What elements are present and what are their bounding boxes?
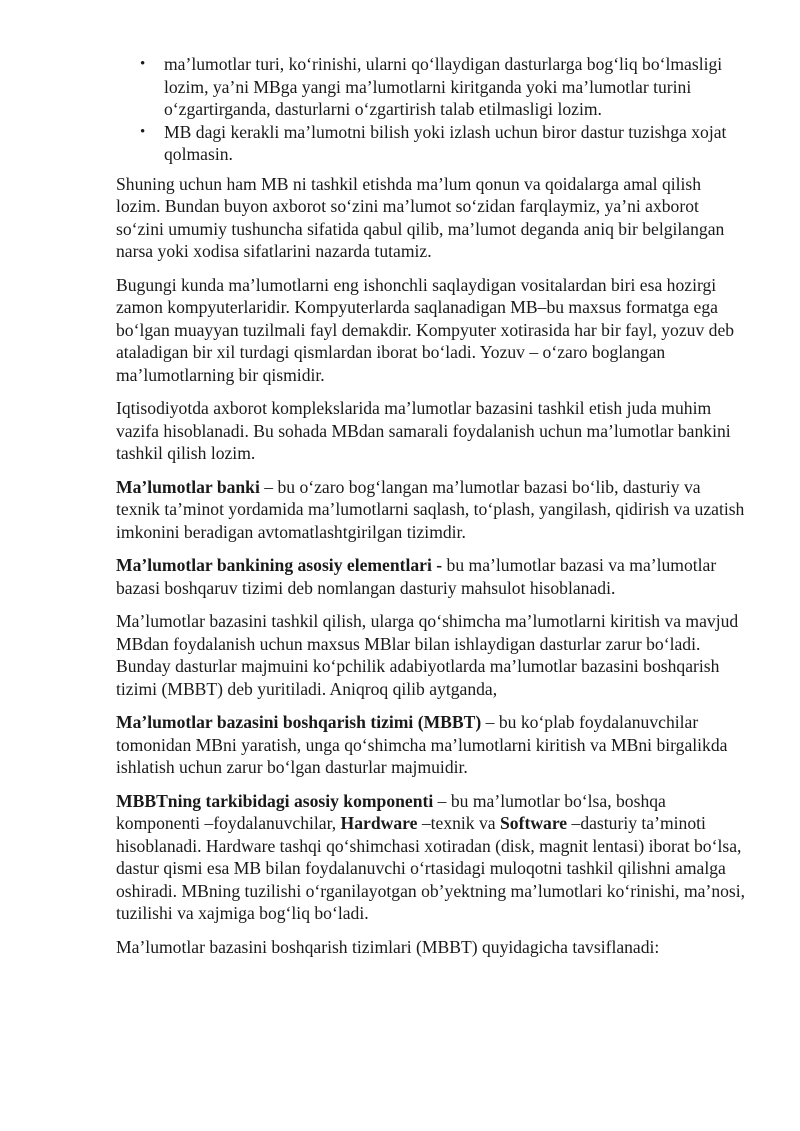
definition-paragraph (116, 790, 748, 925)
defined-term: Ma’lumotlar banki (116, 476, 260, 497)
document-body (116, 53, 748, 969)
defined-term: Ma’lumotlar bazasini boshqarish tizimi (MBBT) (116, 712, 482, 732)
bullet-list (116, 53, 748, 166)
definition-paragraph (116, 711, 748, 779)
list-item (140, 53, 748, 121)
bullet-text: ma’lumotlar turi, ko‘rinishi, ularni qo‘llaydigan dasturlarga bog‘liq bo‘lmasligi lozim, ya’ni MBga yangi ma’lumotlarni kiritganda yoki ma’lumotlar turini o‘zgartirganda, dasturlarni o‘zgartirish talab etilmasligi lozim. (164, 54, 723, 119)
bullet-icon: • (140, 56, 146, 72)
list-item (140, 121, 748, 166)
paragraph: Shuning uchun ham MB ni tashkil etishda ma’lum qonun va qoidalarga amal qilish lozim. Bundan buyon axborot so‘zini ma’lumot so‘zidan farqlaymiz, ya’ni axborot so‘zini umumiy tushuncha sifatida qabul qilib, ma’lumot deganda aniq bir belgilangan narsa yoki xodisa sifatlarini nazarda tutamiz. (116, 173, 725, 261)
definition-text: – bu o‘zaro bog‘langan ma’lumotlar bazasi bo‘lib, dasturiy va texnik ta’minot yordamida ma’lumotlarni saqlash, to‘plash, yangilash, qidirish va uzatish imkonini beradigan avtomatlashtgirilgan tizimdir. (116, 476, 745, 542)
defined-term: Hardware (340, 813, 418, 833)
paragraph: Iqtisodiyotda axborot komplekslarida ma’lumotlar bazasini tashkil etish juda muhim vazifa hisoblanadi. Bu sohada MBdan samarali foydalanish uchun ma’lumotlar bankini tashkil qilish lozim. (116, 398, 731, 463)
paragraph: Bugungi kunda ma’lumotlarni eng ishonchli saqlaydigan vositalardan biri esa hozirgi zamon kompyuterlaridir. Kompyuterlarda saqlanadigan MB–bu maxsus formatga ega bo‘lgan muayyan tuzilmali fayl demakdir. Kompyuter xotirasida har bir fayl, yozuv deb ataladigan bir xil turdagi qismlardan iborat bo‘ladi. Yozuv – o‘zaro boglangan ma’lumotlarning bir qismidir. (116, 274, 735, 385)
bullet-icon: • (140, 123, 146, 140)
definition-text: –dasturiy ta’minoti hisoblanadi. Hardware tashqi qo‘shimchasi xotiradan (disk, magnit lentasi) iborat bo‘lsa, dastur qismi esa MB bilan foydalanuvchi o‘rtasidagi muloqotni tashkil qilishni amalga oshiradi. MBning tuzilishi o‘rganilayotgan ob’yektning ma’lumotlari ko‘rinishi, ma’nosi, tuzilishi va xajmiga bog‘liq bo‘ladi. (116, 813, 746, 923)
bullet-text: MB dagi kerakli ma’lumotni bilish yoki izlash uchun biror dastur tuzishga xojat qolmasin. (164, 121, 727, 164)
paragraph: Ma’lumotlar bazasini boshqarish tizimlari (MBBT) quyidagicha tavsiflanadi: (116, 936, 660, 957)
defined-term: MBBTning tarkibidagi asosiy komponenti (116, 790, 434, 811)
definition-paragraph (116, 476, 748, 544)
defined-term: Software (500, 813, 568, 833)
definition-text: –texnik va (417, 813, 501, 833)
definition-text: – bu ko‘plab foydalanuvchilar tomonidan MBni yaratish, unga qo‘shimcha ma’lumotlarni kiritish va MBni birgalikda ishlatish uchun zarur bo‘lgan dasturlar majmuidir. (116, 712, 728, 777)
definition-paragraph (116, 554, 748, 599)
definition-text: – bu ma’lumotlar bo‘lsa, boshqa komponenti –foydalanuvchilar, (116, 790, 666, 833)
definition-text: bu ma’lumotlar bazasi va ma’lumotlar bazasi boshqaruv tizimi deb nomlangan dasturiy mahsulot hisoblanadi. (116, 555, 717, 598)
paragraph: Ma’lumotlar bazasini tashkil qilish, ularga qo‘shimcha ma’lumotlarni kiritish va mavjud MBdan foydalanish uchun maxsus MBlar bilan ishlaydigan dasturlar zarur bo‘ladi. Bunday dasturlar majmuini ko‘pchilik adabiyotlarda ma’lumotlar bazasini boshqarish tizimi (MBBT) deb yuritiladi. Aniqroq qilib aytganda, (116, 611, 739, 699)
defined-term: Ma’lumotlar bankining asosiy elementlari - (116, 555, 443, 575)
